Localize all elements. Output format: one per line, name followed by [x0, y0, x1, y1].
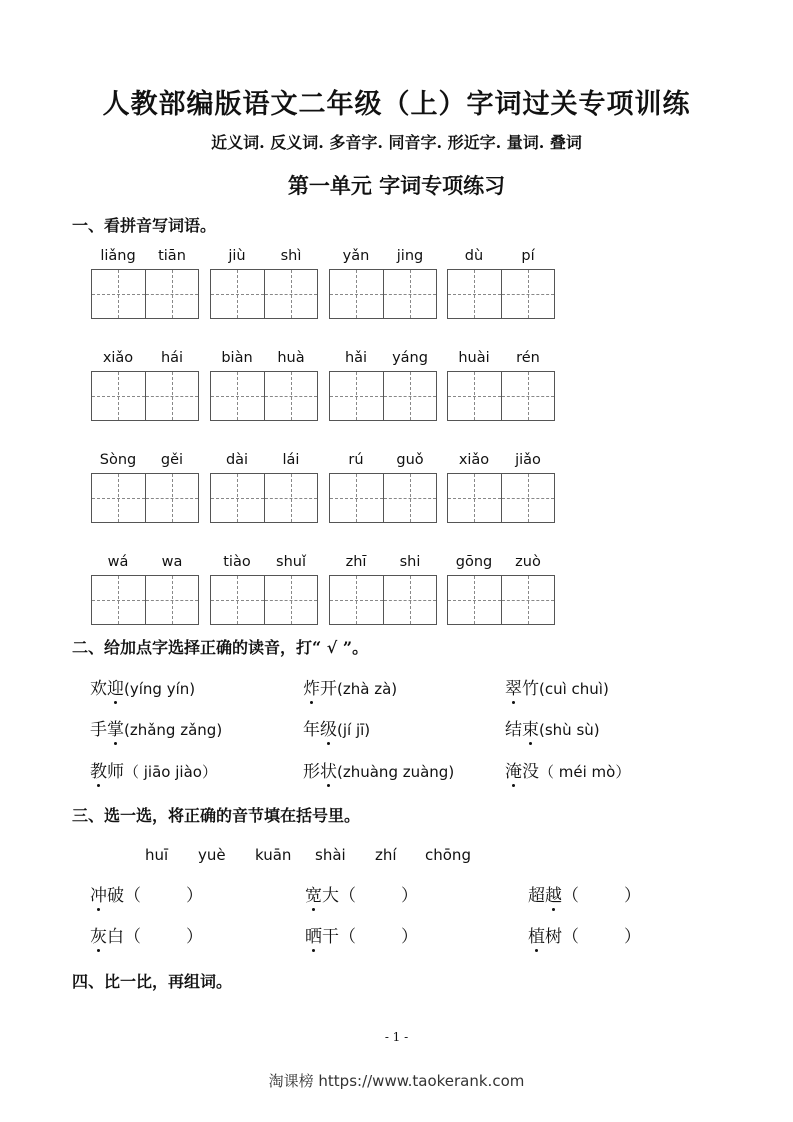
- writing-cell[interactable]: [501, 372, 554, 420]
- pinyin-label: [210, 350, 318, 370]
- dotted-character: 淹: [505, 757, 522, 782]
- dotted-character: 冲: [90, 881, 107, 906]
- pinyin-syllable: guǒ: [396, 452, 424, 468]
- dotted-character: 束: [522, 715, 539, 740]
- word: 晒干: [305, 927, 339, 947]
- word: 宽大: [305, 886, 339, 906]
- pronunciation-options[interactable]: (zhà zà): [337, 680, 398, 698]
- word-group: [447, 554, 555, 626]
- writing-cell[interactable]: [211, 270, 264, 318]
- pinyin-syllable: zhī: [345, 554, 367, 570]
- pronunciation-item: [505, 674, 609, 699]
- pinyin-label: [447, 350, 555, 370]
- pinyin-syllable: jing: [396, 248, 424, 264]
- writing-cell[interactable]: [330, 576, 383, 624]
- pinyin-syllable: shi: [399, 554, 421, 570]
- fill-item: [90, 922, 203, 947]
- writing-cell[interactable]: [448, 372, 501, 420]
- writing-cell[interactable]: [92, 372, 145, 420]
- answer-blank-close: ）: [401, 886, 418, 906]
- writing-cell[interactable]: [264, 474, 317, 522]
- writing-boxes: [447, 269, 555, 319]
- grid-row: [91, 248, 571, 350]
- word: 炸开: [303, 679, 337, 699]
- pinyin-syllable: jiǎo: [515, 452, 541, 468]
- word-group: [447, 350, 555, 422]
- dotted-character: 晒: [305, 922, 322, 947]
- pinyin-syllable: lái: [282, 452, 300, 468]
- pinyin-syllable: dù: [464, 248, 484, 264]
- word-group: [210, 248, 318, 320]
- writing-boxes: [210, 269, 318, 319]
- pinyin-label: [447, 554, 555, 574]
- word-group: [329, 452, 437, 524]
- answer-blank-close: ）: [186, 927, 203, 947]
- word: 淹没: [505, 762, 539, 782]
- word-group: [210, 554, 318, 626]
- syllable-option: kuān: [255, 846, 292, 864]
- fill-item: [528, 881, 641, 906]
- pinyin-syllable: gōng: [455, 554, 493, 570]
- pinyin-label: [91, 350, 199, 370]
- dotted-character: 教: [90, 757, 107, 782]
- word-group: [329, 350, 437, 422]
- pronunciation-item: [505, 757, 630, 782]
- syllable-option: huī: [145, 846, 169, 864]
- writing-cell[interactable]: [330, 372, 383, 420]
- fill-item: [528, 922, 641, 947]
- dotted-character: 炸: [303, 674, 320, 699]
- pinyin-label: [329, 350, 437, 370]
- writing-boxes: [329, 473, 437, 523]
- pinyin-syllable: wa: [161, 554, 183, 570]
- document-title: 人教部编版语文二年级（上）字词过关专项训练: [102, 89, 691, 120]
- writing-boxes: [210, 575, 318, 625]
- writing-cell[interactable]: [383, 576, 436, 624]
- answer-blank-close: ）: [624, 927, 641, 947]
- writing-boxes: [91, 473, 199, 523]
- answer-blank[interactable]: （: [124, 927, 141, 947]
- pronunciation-item: [90, 757, 217, 782]
- word-group: [91, 452, 199, 524]
- grid-row: [91, 350, 571, 452]
- section2-heading: 二、给加点字选择正确的读音，打“ √ ”。: [72, 638, 369, 657]
- pinyin-label: [210, 452, 318, 472]
- pinyin-syllable: pí: [521, 248, 535, 264]
- section4-heading: 四、比一比，再组词。: [72, 972, 233, 991]
- writing-cell[interactable]: [211, 576, 264, 624]
- writing-cell[interactable]: [330, 474, 383, 522]
- writing-cell[interactable]: [264, 576, 317, 624]
- word: 欢迎: [90, 679, 124, 699]
- pinyin-label: [91, 554, 199, 574]
- pronunciation-options[interactable]: (cuì chuì): [539, 680, 609, 698]
- dotted-character: 状: [320, 757, 337, 782]
- dotted-character: 翠: [505, 674, 522, 699]
- pinyin-syllable: biàn: [221, 350, 253, 366]
- pronunciation-item: [303, 674, 397, 699]
- fill-item: [305, 881, 418, 906]
- answer-blank-close: ）: [401, 927, 418, 947]
- pinyin-syllable: liǎng: [100, 248, 136, 264]
- word: 超越: [528, 886, 562, 906]
- writing-cell[interactable]: [383, 270, 436, 318]
- pinyin-syllable: tiào: [223, 554, 251, 570]
- writing-cell[interactable]: [211, 474, 264, 522]
- dotted-character: 级: [320, 715, 337, 740]
- answer-blank[interactable]: （: [339, 886, 356, 906]
- word: 手掌: [90, 720, 124, 740]
- writing-cell[interactable]: [501, 474, 554, 522]
- dotted-character: 掌: [107, 715, 124, 740]
- document-subtitle: 近义词. 反义词. 多音字. 同音字. 形近字. 量词. 叠词: [211, 133, 582, 152]
- word-group: [91, 248, 199, 320]
- dotted-character: 植: [528, 922, 545, 947]
- writing-cell[interactable]: [330, 270, 383, 318]
- dotted-character: 迎: [107, 674, 124, 699]
- unit-title: 第一单元 字词专项练习: [287, 173, 506, 198]
- writing-boxes: [447, 371, 555, 421]
- pinyin-syllable: rén: [516, 350, 540, 366]
- pinyin-syllable: dài: [225, 452, 249, 468]
- pronunciation-item: [90, 715, 222, 740]
- answer-blank[interactable]: （: [124, 886, 141, 906]
- pronunciation-options[interactable]: (yíng yín): [124, 680, 196, 698]
- pinyin-syllable: hái: [160, 350, 184, 366]
- word-group: [210, 350, 318, 422]
- pronunciation-item: [505, 715, 600, 740]
- syllable-option: shài: [315, 846, 346, 864]
- word: 植树: [528, 927, 562, 947]
- word-group: [210, 452, 318, 524]
- pronunciation-item: [90, 674, 195, 699]
- pinyin-label: [447, 248, 555, 268]
- pinyin-syllable: huà: [277, 350, 305, 366]
- pronunciation-options[interactable]: (zhǎng zǎng): [124, 721, 223, 739]
- pinyin-label: [210, 248, 318, 268]
- grid-row: [91, 452, 571, 554]
- writing-cell[interactable]: [448, 576, 501, 624]
- section1-heading: 一、看拼音写词语。: [72, 216, 217, 235]
- pinyin-syllable: hǎi: [344, 350, 368, 366]
- writing-boxes: [91, 575, 199, 625]
- pinyin-syllable: xiǎo: [102, 350, 134, 366]
- word: 年级: [303, 720, 337, 740]
- writing-cell[interactable]: [383, 474, 436, 522]
- writing-boxes: [91, 371, 199, 421]
- pinyin-label: [447, 452, 555, 472]
- word: 结束: [505, 720, 539, 740]
- section3-heading: 三、选一选，将正确的音节填在括号里。: [72, 806, 361, 825]
- pinyin-label: [329, 554, 437, 574]
- word: 灰白: [90, 927, 124, 947]
- pinyin-syllable: gěi: [160, 452, 184, 468]
- writing-cell[interactable]: [92, 270, 145, 318]
- dotted-character: 灰: [90, 922, 107, 947]
- pronunciation-item: [303, 757, 454, 782]
- writing-boxes: [329, 269, 437, 319]
- writing-cell[interactable]: [264, 270, 317, 318]
- pinyin-syllable: yǎn: [342, 248, 370, 264]
- writing-cell[interactable]: [448, 270, 501, 318]
- writing-cell[interactable]: [145, 576, 198, 624]
- answer-blank-close: ）: [624, 886, 641, 906]
- syllable-option: zhí: [375, 846, 397, 864]
- writing-cell[interactable]: [501, 270, 554, 318]
- pinyin-label: [91, 248, 199, 268]
- pinyin-label: [329, 248, 437, 268]
- writing-boxes: [447, 473, 555, 523]
- writing-boxes: [329, 575, 437, 625]
- word: 冲破: [90, 886, 124, 906]
- writing-boxes: [210, 473, 318, 523]
- page-number: - 1 -: [384, 1030, 409, 1044]
- writing-boxes: [447, 575, 555, 625]
- pinyin-syllable: Sòng: [99, 452, 137, 468]
- word-group: [329, 554, 437, 626]
- writing-cell[interactable]: [145, 372, 198, 420]
- word-group: [447, 452, 555, 524]
- writing-boxes: [91, 269, 199, 319]
- writing-cell[interactable]: [92, 474, 145, 522]
- word-group: [329, 248, 437, 320]
- pinyin-syllable: zuò: [515, 554, 541, 570]
- pronunciation-options[interactable]: (shù sù): [539, 721, 600, 739]
- writing-cell[interactable]: [501, 576, 554, 624]
- writing-boxes: [210, 371, 318, 421]
- pinyin-syllable: rú: [348, 452, 364, 468]
- dotted-character: 宽: [305, 881, 322, 906]
- writing-cell[interactable]: [448, 474, 501, 522]
- word-group: [447, 248, 555, 320]
- pinyin-label: [329, 452, 437, 472]
- dotted-character: 越: [545, 881, 562, 906]
- pronunciation-options[interactable]: （ jiāo jiào）: [124, 763, 217, 781]
- pronunciation-item: [303, 715, 370, 740]
- writing-cell[interactable]: [145, 474, 198, 522]
- writing-cell[interactable]: [211, 372, 264, 420]
- pinyin-label: [91, 452, 199, 472]
- pinyin-syllable: jiù: [228, 248, 246, 264]
- answer-blank-close: ）: [186, 886, 203, 906]
- writing-cell[interactable]: [383, 372, 436, 420]
- pronunciation-options[interactable]: (jí jī): [337, 721, 371, 739]
- writing-cell[interactable]: [145, 270, 198, 318]
- pinyin-syllable: shì: [280, 248, 302, 264]
- word-group: [91, 554, 199, 626]
- pinyin-syllable: huài: [458, 350, 490, 366]
- pronunciation-options[interactable]: (zhuàng zuàng): [337, 763, 455, 781]
- fill-item: [305, 922, 418, 947]
- pinyin-syllable: tiān: [158, 248, 186, 264]
- pinyin-syllable: xiǎo: [458, 452, 490, 468]
- answer-blank[interactable]: （: [339, 927, 356, 947]
- writing-cell[interactable]: [264, 372, 317, 420]
- pronunciation-options[interactable]: （ méi mò）: [539, 763, 631, 781]
- answer-blank[interactable]: （: [562, 886, 579, 906]
- answer-blank[interactable]: （: [562, 927, 579, 947]
- writing-boxes: [329, 371, 437, 421]
- pinyin-syllable: yáng: [392, 350, 428, 366]
- word-group: [91, 350, 199, 422]
- word: 教师: [90, 762, 124, 782]
- syllable-option: chōng: [425, 846, 471, 864]
- pinyin-syllable: shuǐ: [276, 554, 306, 570]
- writing-cell[interactable]: [92, 576, 145, 624]
- word: 翠竹: [505, 679, 539, 699]
- footer-watermark: 淘课榜 https://www.taokerank.com: [268, 1072, 525, 1090]
- word: 形状: [303, 762, 337, 782]
- pinyin-writing-grid: [91, 248, 571, 656]
- syllable-option: yuè: [198, 846, 226, 864]
- pinyin-syllable: wá: [107, 554, 129, 570]
- pinyin-label: [210, 554, 318, 574]
- fill-item: [90, 881, 203, 906]
